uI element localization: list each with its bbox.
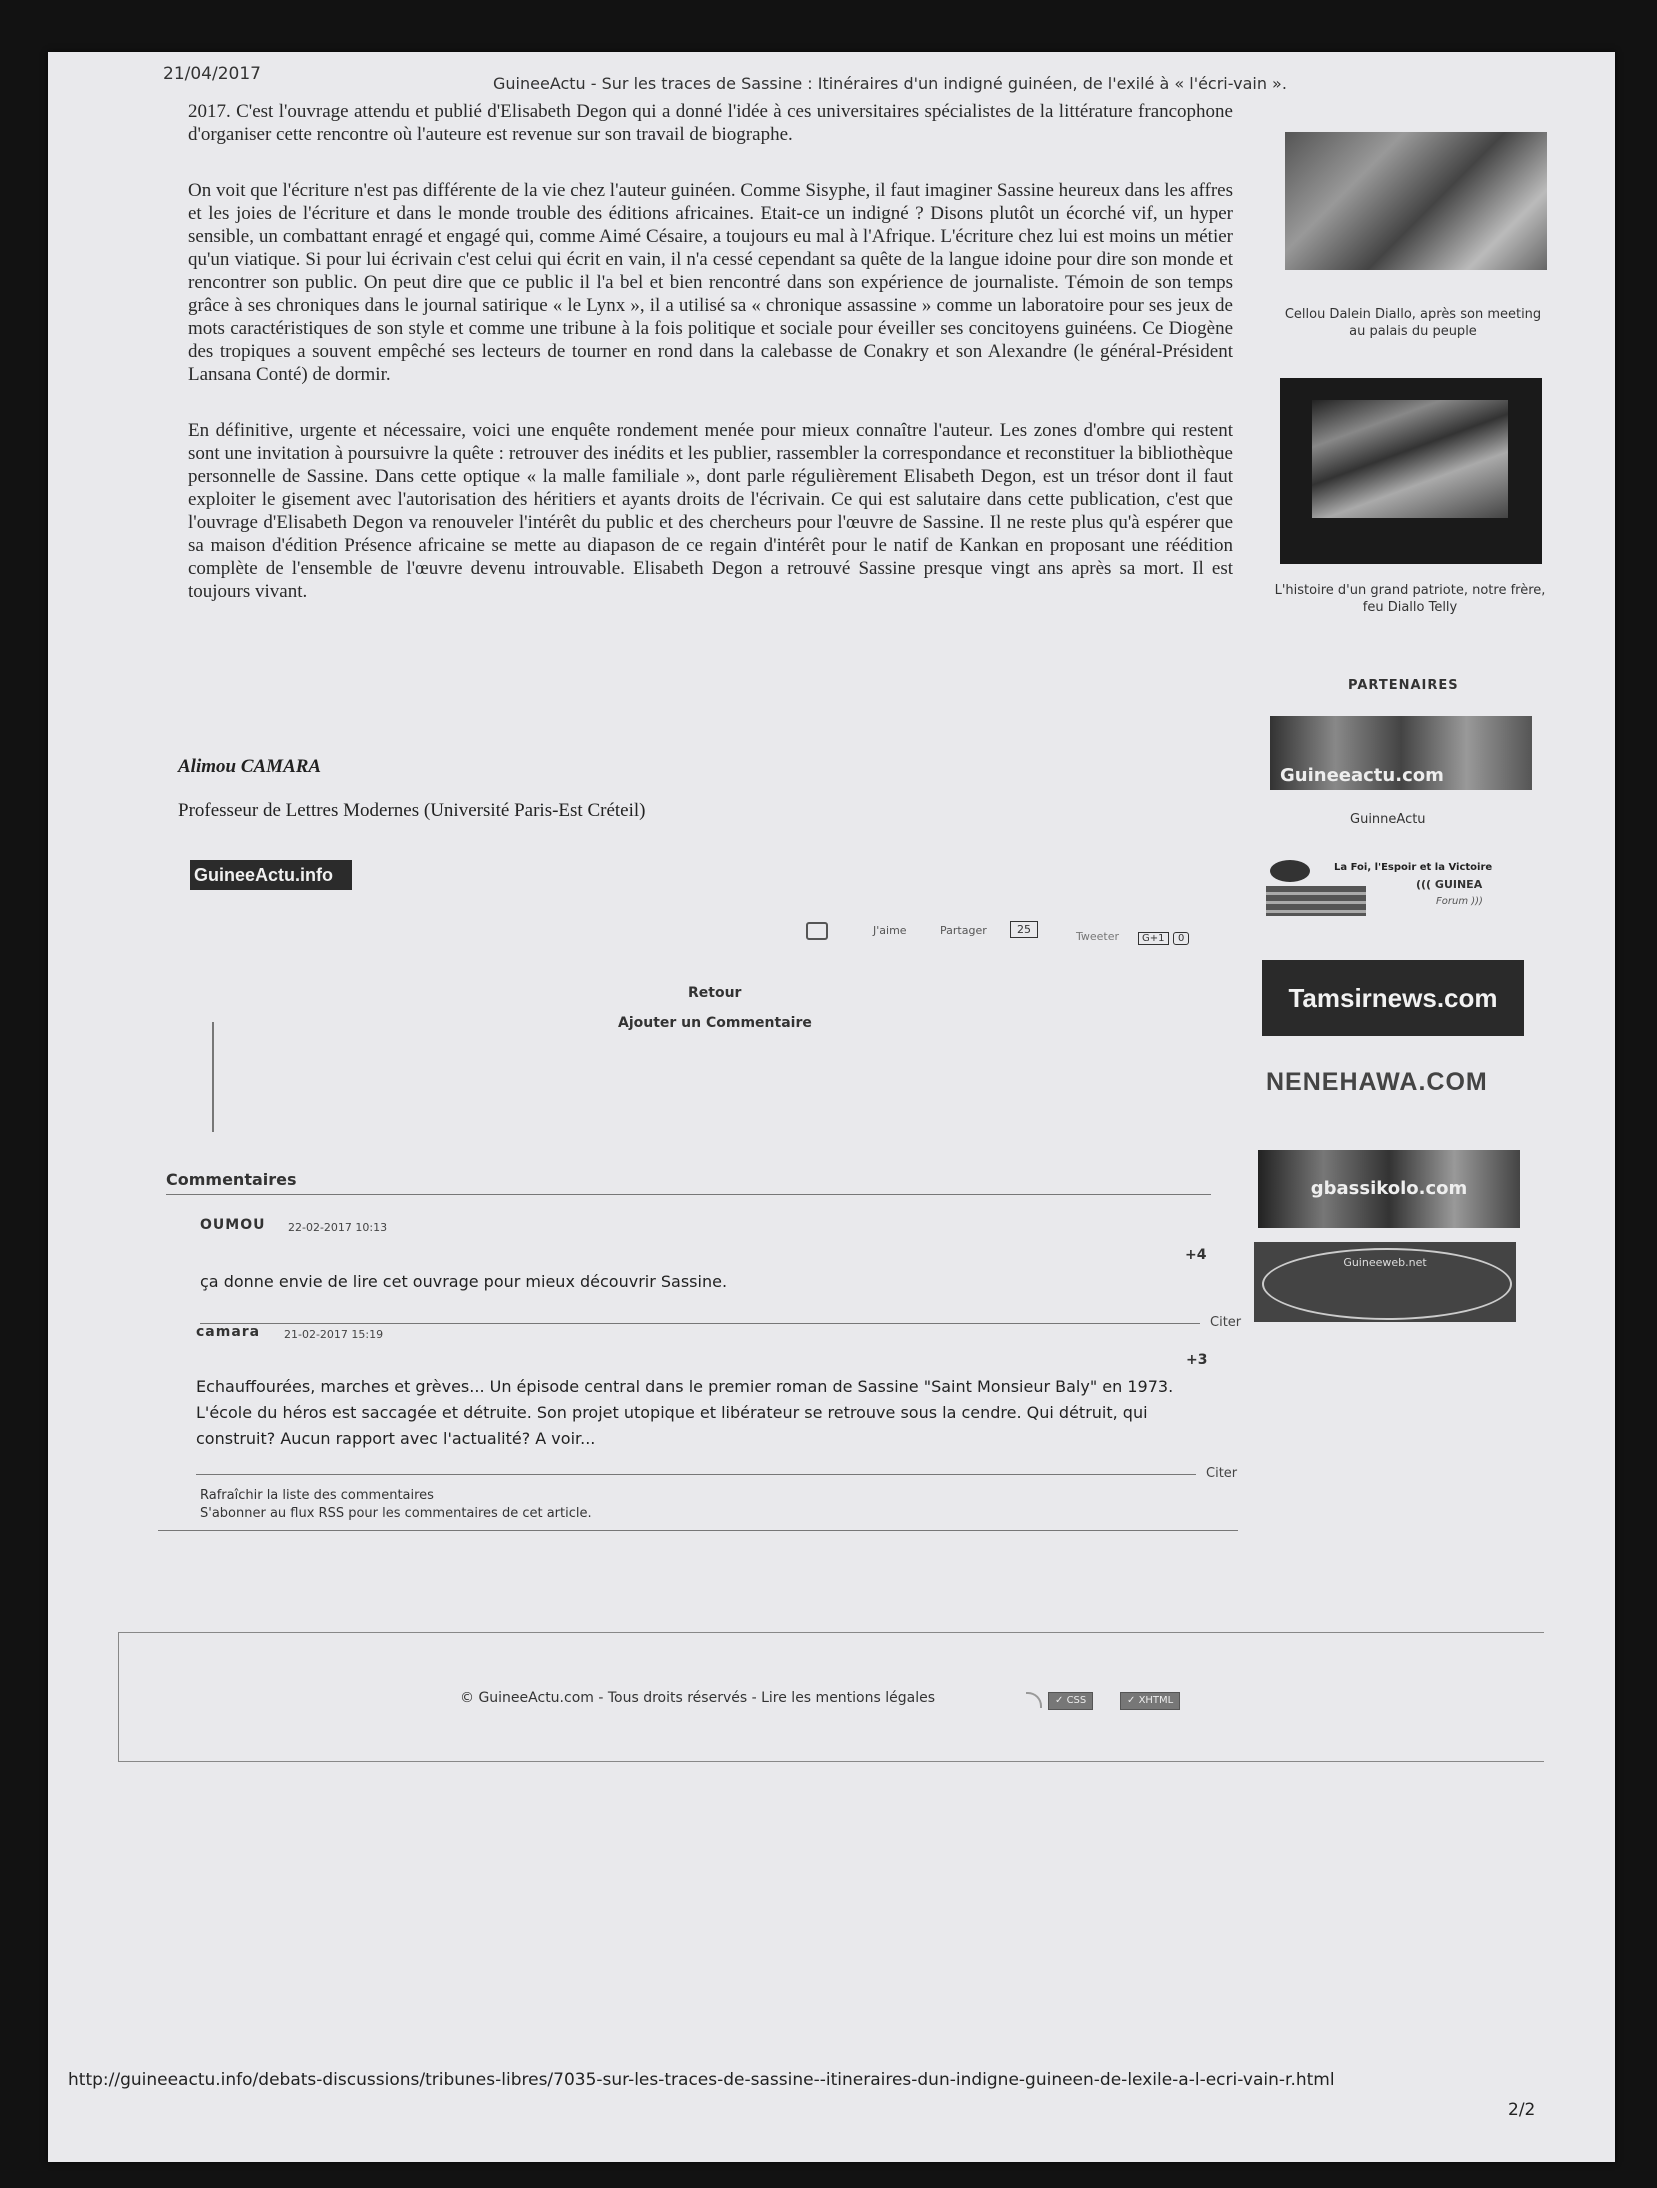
photo-caption[interactable]: L'histoire d'un grand patriote, notre frère, feu Diallo Telly [1274, 583, 1546, 615]
footer-copyright[interactable]: © GuineeActu.com - Tous droits réservés - Lire les mentions légales [460, 1690, 936, 1706]
comment-item [196, 1324, 1241, 1504]
author-role: Professeur de Lettres Modernes (Université Paris-Est Créteil) [178, 800, 646, 821]
article-body [188, 100, 1233, 636]
divider [196, 1474, 1196, 1475]
comment-votes[interactable]: +4 [1185, 1247, 1207, 1263]
css-badge-label: CSS [1066, 1695, 1087, 1706]
comment-text: ça donne envie de lire cet ouvrage pour mieux découvrir Sassine. [200, 1272, 728, 1291]
back-link[interactable]: Retour [688, 985, 742, 1001]
partner-logo-nenehawa[interactable]: NENEHAWA.COM [1266, 1068, 1488, 1096]
page-url: http://guineeactu.info/debats-discussions/tribunes-libres/7035-sur-les-traces-de-sassine--itineraires-dun-indigne-guineen-de-lexile-a-l-ecri-vain-r.html [68, 2070, 1335, 2090]
photo-caption[interactable]: Cellou Dalein Diallo, après son meeting au palais du peuple [1284, 307, 1542, 339]
partner-logo-text: Guineeactu.com [1280, 765, 1444, 786]
quote-button[interactable]: Citer [1206, 1466, 1238, 1481]
partner-subname: Forum ))) [1436, 896, 1483, 907]
comments-heading: Commentaires [166, 1170, 297, 1189]
article-paragraph: 2017. C'est l'ouvrage attendu et publié d'Elisabeth Degon qui a donné l'idée à ces universitaires spécialistes de la littérature francophone d'organiser cette rencontre où l'auteure est revenue sur son travail de biographe. [188, 101, 1233, 145]
news-photo[interactable] [1285, 132, 1547, 270]
partner-logo-tamsirnews[interactable]: Tamsirnews.com [1262, 960, 1524, 1036]
printed-page [48, 52, 1615, 2162]
xhtml-badge-label: XHTML [1138, 1695, 1174, 1706]
partner-logo-guineeactu[interactable] [1270, 716, 1532, 790]
css-badge[interactable]: ✓ CSS [1048, 1692, 1093, 1710]
partner-logo-guinea-forum[interactable] [1266, 852, 1528, 926]
quote-button[interactable]: Citer [1210, 1315, 1242, 1330]
add-comment-link[interactable]: Ajouter un Commentaire [618, 1015, 812, 1031]
print-page-title: GuineeActu - Sur les traces de Sassine : Itinéraires d'un indigné guinéen, de l'exilé à « l'écri-vain ». [493, 74, 1287, 93]
comment-votes[interactable]: +3 [1186, 1352, 1208, 1368]
article-author: Alimou CAMARA [178, 756, 322, 777]
divider [158, 1530, 1238, 1531]
partner-caption[interactable]: GuinneActu [1350, 812, 1426, 827]
gplus-button[interactable]: G+1 [1138, 932, 1169, 945]
refresh-comments-link[interactable]: Rafraîchir la liste des commentaires [200, 1488, 434, 1503]
comment-text: Echauffourées, marches et grèves... Un épisode central dans le premier roman de Sassine "Saint Monsieur Baly" en 1973. L'école du héros est saccagée et détruite. Son projet utopique et libérateur se retrouve sous la cendre. Qui détruit, qui construit? Aucun rapport avec l'actualité? A voir... [196, 1377, 1174, 1448]
article-paragraph: En définitive, urgente et nécessaire, voici une enquête rondement menée pour mieux connaître l'auteur. Les zones d'ombre qui restent sont une invitation à poursuivre la quête : retrouver des inédits et les publier, rassembler la correspondance et reconstituer la bibliothèque personnelle de Sassine. Dans cette optique « la malle familiale », dont parle régulièrement Elisabeth Degon, est un trésor dont il faut exploiter le gisement avec l'autorisation des héritiers et ayants droits de l'écrivain. Ce qui est salutaire dans cette publication, c'est que l'ouvrage d'Elisabeth Degon va renouveler l'intérêt du public et des chercheurs pour l'œuvre de Sassine. Il ne reste plus qu'à espérer que sa maison d'édition Présence africaine se mette au diapason de ce regain d'intérêt pour le natif de Kankan en proposant une réédition complète de l'ensemble de l'œuvre devenu introuvable. Elisabeth Degon a retrouvé Sassine presque vingt ans après sa mort. Il est toujours vivant. [188, 420, 1233, 602]
comment-author: OUMOU [200, 1217, 266, 1233]
share-count: 25 [1010, 921, 1038, 938]
partner-logo-mark [1266, 886, 1366, 916]
xhtml-badge[interactable]: ✓ XHTML [1120, 1692, 1180, 1710]
partner-logo-guineeweb[interactable] [1254, 1242, 1516, 1322]
print-date: 21/04/2017 [163, 64, 261, 84]
gplus-count: 0 [1173, 932, 1189, 945]
news-photo[interactable] [1280, 378, 1542, 564]
tweet-button[interactable]: Tweeter [1076, 930, 1120, 943]
article-paragraph: On voit que l'écriture n'est pas différente de la vie chez l'auteur guinéen. Comme Sisyphe, il faut imaginer Sassine heureux dans les affres et les joies de l'écriture et dans le monde trouble des éditions africaines. Etait-ce un indigné ? Disons plutôt un écorché vif, un hyper sensible, un combattant enragé et engagé qui, comme Aimé Césaire, a toujours eu mal à l'Afrique. L'écriture chez lui est moins un métier qu'un viatique. Si pour lui écrivain c'est celui qui écrit en vain, il n'a cessé cependant sa quête de la langue idoine pour dire son monde et rencontrer son public. On peut dire que ce public il l'a bel et bien rencontré dans son expérience de journaliste. Témoin de son temps grâce à ses chroniques dans le journal satirique « le Lynx », il a utilisé sa « chronique assassine » comme un laboratoire pour ses jeux de mots caractéristiques de son style et comme une tribune à la fois politique et sociale pour éveiller ses concitoyens guinéens. Ce Diogène des tropiques a souvent empêché ses lecteurs de tourner en rond dans la calebasse de Conakry et son Alexandre (le général-Président Lansana Conté) de dormir. [188, 180, 1233, 385]
partner-name-text: GUINEA [1434, 878, 1483, 891]
partners-heading: PARTENAIRES [1348, 678, 1459, 693]
rss-subscribe-link[interactable]: S'abonner au flux RSS pour les commentaires de cet article. [200, 1506, 592, 1521]
partner-logo-text: Guineeweb.net [1343, 1256, 1427, 1269]
comment-author: camara [196, 1324, 261, 1340]
like-button[interactable]: J'aime [873, 924, 907, 937]
partner-slogan: La Foi, l'Espoir et la Victoire [1334, 862, 1493, 873]
partner-subname-text: Forum [1436, 896, 1469, 907]
page-number: 2/2 [1508, 2100, 1536, 2120]
share-button[interactable]: Partager [940, 924, 987, 937]
partner-logo-gbassikolo[interactable]: gbassikolo.com [1258, 1150, 1520, 1228]
partner-logo-mark [1270, 860, 1310, 882]
photo-inner [1312, 400, 1508, 518]
comment-date: 21-02-2017 15:19 [284, 1328, 384, 1341]
comment-date: 22-02-2017 10:13 [288, 1221, 388, 1234]
guineeactu-logo[interactable]: GuineeActu.info [190, 860, 352, 890]
partner-name: ((( GUINEA [1416, 878, 1483, 891]
print-icon[interactable] [806, 922, 828, 940]
divider [166, 1194, 1211, 1195]
divider [212, 1022, 214, 1132]
